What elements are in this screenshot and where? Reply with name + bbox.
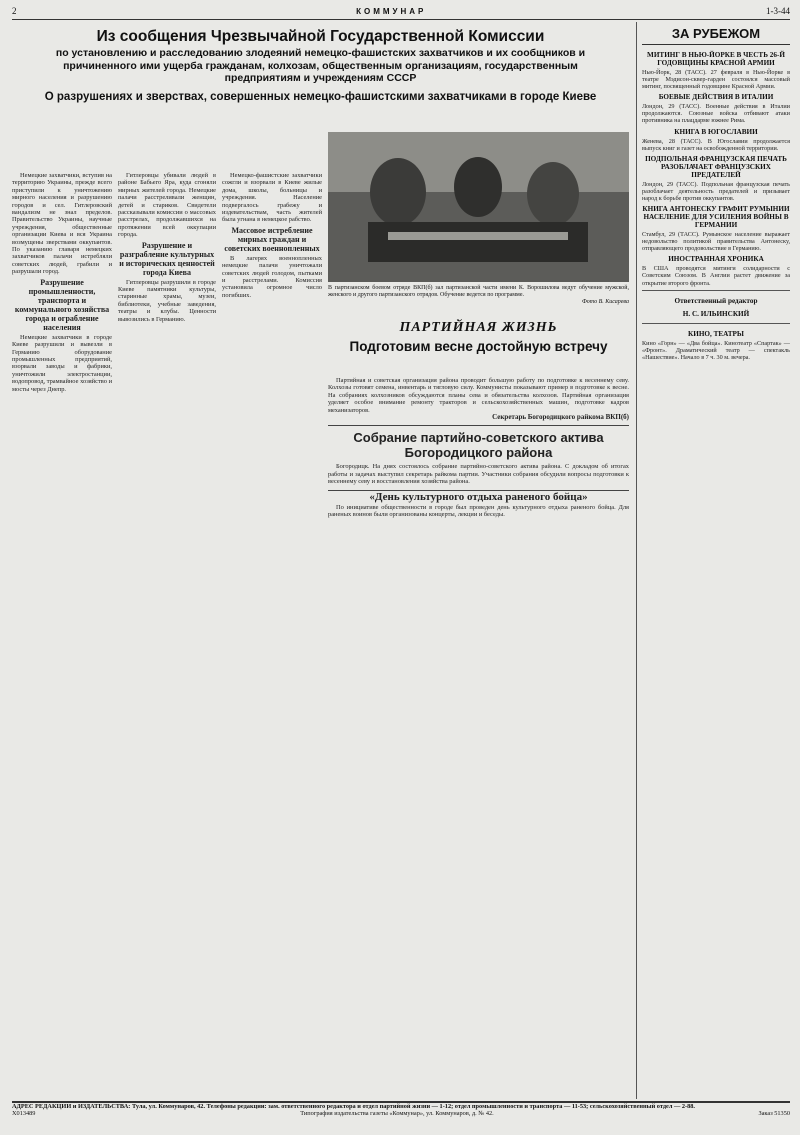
article-paragraph: По инициативе общественности в городе был проведен день культурного отдыха раненого бойца. Для раненых воинов были организованы концерты, лекции и беседы.: [328, 504, 629, 519]
photo-image: [328, 132, 629, 282]
party-headline: Подготовим весне достойную встречу: [349, 339, 608, 354]
abroad-text: Стамбул, 29 (ТАСС). Румынское население выражает недовольство политикой правительства Антонеску, отправляющего продовольствие в Германию.: [642, 231, 790, 253]
main-column: [12, 22, 629, 519]
page-number: 2: [12, 6, 17, 16]
article-subtitle: Массовое истребление мирных граждан и советских военнопленных: [224, 225, 320, 253]
abroad-title: ЗА РУБЕЖОМ: [642, 22, 790, 45]
running-header: [12, 6, 790, 20]
kult-title: «День культурного отдыха раненого бойца»: [328, 490, 629, 504]
article-paragraph: Немецкие захватчики, вступив на территорию Украины, прежде всего приступили к уничтожению мирного населения и разрушению городов и сел. Гитлеровский вандализм не знал пределов. Правительство Украины, научные учреждения, общественные организации Киева и вся Украина возмущены зверствами оккупантов. По указанию главаря немецких захватчиков палачи истребляли советских людей, грабили и разрушали город.: [12, 172, 112, 276]
abroad-subtitle: КНИГА АНТОНЕСКУ ГРАФИТ РУМЫНИИ НАСЕЛЕНИЕ ДЛЯ УСИЛЕНИЯ ВОЙНЫ В ГЕРМАНИИ: [642, 205, 790, 230]
article-subtitle: Разрушение и разграбление культурных и исторических ценностей города Киева: [119, 240, 215, 277]
article-band: [12, 172, 629, 1027]
footer-row: [12, 1110, 790, 1117]
article-subtitle: Разрушение промышленности, транспорта и коммунального хозяйства города и ограбление населения: [14, 277, 110, 332]
article-paragraph: Партийная и советская организация района проводит большую работу по подготовке к весеннему севу. Колхозы готовят семена, инвентарь и тягловую силу. Коммунисты показывают пример в подготовке к весне. На собраниях колхозников обсуждаются планы сева и обязательства колхозов. Партийная организация уделяет особое внимание ремонту тракторов и сельскохозяйственных машин, подготовке кадров механизаторов.: [328, 377, 629, 414]
masthead: КОММУНАР: [356, 7, 427, 16]
abroad-subtitle: ИНОСТРАННАЯ ХРОНИКА: [668, 255, 764, 264]
abroad-subtitle: БОЕВЫЕ ДЕЙСТВИЯ В ИТАЛИИ: [658, 93, 774, 102]
photo-caption-text: В партизанском боевом отряде ВКП(б) зал партизанской части имени К. Ворошилова ведут обучение мужской, женского и другого партизанского отрядов. Обучение ведется по программе.: [328, 285, 629, 298]
kiev-section-title: О разрушениях и зверствах, совершенных немецко-фашистскими захватчиками в городе Киеве: [44, 90, 597, 103]
partisan-photo: [328, 132, 629, 282]
party-signature: Секретарь Богородицкого райкома ВКП(б): [492, 413, 629, 422]
article-column-3: [222, 172, 322, 1027]
kino-text: Кино «Горн» — «Два бойца». Кинотеатр «Спартак» — «Фронт». Драматический театр — спектакль «Нашествие». Начало в 7 ч. 30 м. вечера.: [642, 339, 790, 361]
footer-address: АДРЕС РЕДАКЦИИ и ИЗДАТЕЛЬСТВА: Тула, ул. Коммунаров, 42. Телефоны редакции: зам. ответственного редактора и отдел партийной жизни — 1-12; отдел промышленности и транспорта — 11-53; сельскохозяйственный отдел — 2-88.: [12, 1103, 695, 1110]
article-paragraph: Гитлеровцы убивали людей в районе Бабьего Яра, куда сгоняли мирных жителей города. Немецкие палачи расстреливали женщин, детей и стариков. Свидетели рассказывали комиссии о массовых расстрелах, продолжавшихся на протяжении всей оккупации города.: [118, 172, 216, 239]
photo-block: [328, 132, 629, 312]
commission-headline: Из сообщения Чрезвычайной Государственной Комиссии: [96, 28, 545, 45]
abroad-text: Нью-Йорк, 28 (ТАСС). 27 февраля в Нью-Йорке в театре Мэдисон-сквер-гарден состоялся массовый митинг, посвященный годовщине Красной Армии.: [642, 69, 790, 91]
abroad-subtitle: МИТИНГ В НЬЮ-ЙОРКЕ В ЧЕСТЬ 26-Й ГОДОВЩИНЫ КРАСНОЙ АРМИИ: [647, 51, 785, 67]
article-column-1: [12, 172, 112, 1027]
party-article: [328, 377, 629, 1027]
page-footer: [12, 1101, 790, 1131]
divider: [642, 323, 790, 324]
photo-caption: [328, 282, 629, 306]
article-paragraph: Немецко-фашистские захватчики сожгли и взорвали в Киеве жилые дома, школы, больницы и учреждения. Население подвергалось грабежу и издевательствам, часть жителей была угнана в немецкое рабство.: [222, 172, 322, 224]
article-paragraph: В лагерях военнопленных немецкие палачи уничтожали советских людей голодом, пытками и расстрелами. Комиссия установила огромное число погибших.: [222, 254, 322, 299]
photo-credit: Фото В. Кисарева: [581, 299, 629, 305]
footer-code: Х013489: [12, 1110, 36, 1118]
footer-order: Заказ 51350: [758, 1110, 790, 1118]
editor-name: Н. С. ИЛЬИНСКИЙ: [682, 309, 750, 318]
abroad-subtitle: ПОДПОЛЬНАЯ ФРАНЦУЗСКАЯ ПЕЧАТЬ РАЗОБЛАЧАЕТ ФРАНЦУЗСКИХ ПРЕДАТЕЛЕЙ: [645, 154, 787, 179]
abroad-text: Лондон, 29 (ТАСС). Подпольная французская печать разоблачает деятельность предателей и призывает народ к борьбе против оккупантов.: [642, 180, 790, 202]
abroad-column: [636, 22, 790, 1099]
sobranie-title: Собрание партийно-советского актива Богородицкого района: [328, 425, 629, 463]
abroad-text: В США проводятся митинги солидарности с Советским Союзом. В Англии растет движение за открытие второго фронта.: [642, 265, 790, 287]
footer-printer: Типография издательства газеты «Коммунар», ул. Коммунаров, д. № 42.: [300, 1110, 494, 1118]
article-paragraph: Богородицк. На днях состоялось собрание партийно-советского актива района. С докладом об итогах работы и задачах выступил секретарь райкома партии. Участники собрания обсудили вопросы подготовки к весеннему севу и восстановления хозяйства района.: [328, 463, 629, 486]
party-life-label: ПАРТИЙНАЯ ЖИЗНЬ: [399, 320, 558, 335]
commission-subhead: по установлению и расследованию злодеяний немецко-фашистских захватчиков и их сообщников и причиненного ими ущерба гражданам, колхозам, общественным организациям, государственным предприятиям и учреждениям СССР: [55, 47, 586, 84]
editor-label: Ответственный редактор: [674, 296, 758, 305]
abroad-text: Лондон, 29 (ТАСС). Военные действия в Италии продолжаются. Союзные войска отбивают атаки противника на плацдарме южнее Рима.: [642, 103, 790, 125]
article-column-2: [118, 172, 216, 1027]
article-paragraph: Немецкие захватчики в городе Киеве разрушили и вывезли в Германию оборудование промышленных предприятий, взорвали заводы и фабрики, уничтожили электростанции, водопровод, трамвайное хозяйство и мосты через Днепр.: [12, 333, 112, 393]
issue-date: 1-3-44: [766, 6, 790, 16]
abroad-text: Женева, 28 (ТАСС). В Югославии продолжается выпуск книг и газет на освобожденной территории.: [642, 137, 790, 152]
article-paragraph: Гитлеровцы разрушили в городе Киеве памятники культуры, старинные храмы, музеи, библиотеки, учебные заведения, театры и клубы. Ценности вывозились в Германию.: [118, 278, 216, 323]
divider: [642, 290, 790, 291]
kino-title: КИНО, ТЕАТРЫ: [688, 329, 744, 338]
abroad-subtitle: КНИГА В ЮГОСЛАВИИ: [674, 127, 758, 136]
